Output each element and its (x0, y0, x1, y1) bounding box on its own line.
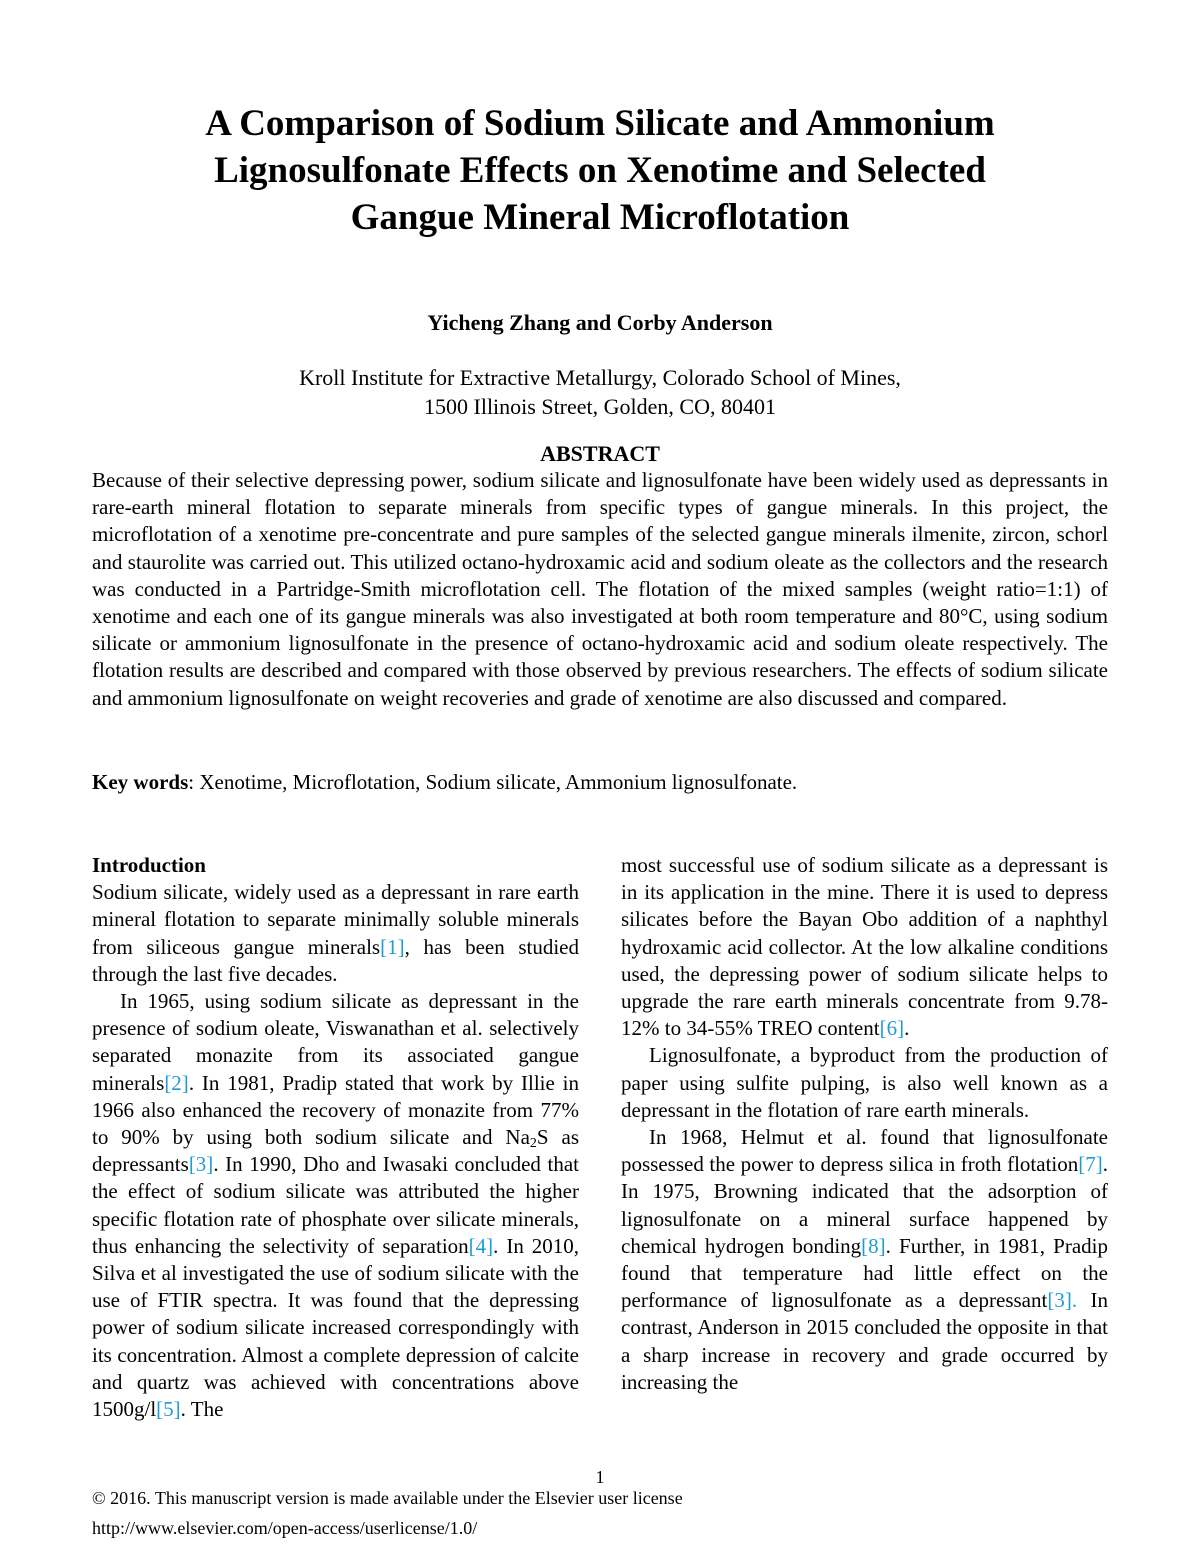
page-number: 1 (595, 1467, 605, 1487)
title-line: Lignosulfonate Effects on Xenotime and Selected (214, 150, 986, 191)
left-column (92, 852, 579, 1423)
abstract-heading: ABSTRACT (540, 441, 660, 466)
text-run: In 1965, using sodium silicate as depressant in the presence of sodium oleate, Viswanathan et al. selectively separated monazite from its associated gangue minerals (92, 989, 579, 1095)
title-line: A Comparison of Sodium Silicate and Ammonium (205, 103, 995, 144)
text-run: . In 1975, Browning indicated that the adsorption of lignosulfonate on a mineral surface happened by chemical hydrogen bonding (621, 1152, 1108, 1258)
affiliation-line: Kroll Institute for Extractive Metallurgy, Colorado School of Mines, (299, 365, 901, 390)
citation-link[interactable]: [4] (468, 1233, 494, 1258)
citation-link[interactable]: [6] (879, 1016, 905, 1041)
paragraph (621, 852, 1108, 1042)
text-run: most successful use of sodium silicate as a depressant is in its application in the mine. There it is used to depress silicates before the Bayan Obo addition of a naphthyl hydroxamic acid collector. At the low alkaline conditions used, the depressing power of sodium silicate helps to upgrade the rare earth minerals concentrate from 9.78-12% to 34-55% TREO content (621, 853, 1108, 1041)
citation-link[interactable]: [2] (164, 1070, 189, 1095)
authors: Yicheng Zhang and Corby Anderson (427, 310, 773, 335)
text-run: . (904, 1016, 910, 1041)
paragraph (92, 988, 579, 1423)
paragraph (621, 1124, 1108, 1396)
keywords-label: Key words (92, 770, 189, 794)
citation-link[interactable]: [3]. (1047, 1288, 1078, 1313)
text-run: . In 1990, Dho and Iwasaki concluded that the effect of sodium silicate was attributed the higher specific flotation rate of phosphate over silicate minerals, thus enhancing the selectivity of separation (92, 1152, 579, 1258)
text-run: . Further, in 1981, Pradip found that temperature had little effect on the performance of lignosulfonate as a depressant (621, 1233, 1108, 1313)
text-run: . In 2010, Silva et al investigated the use of sodium silicate with the use of FTIR spectra. It was found that the depressing power of sodium silicate increased correspondingly with its concentration. Almost a complete depression of calcite and quartz was achieved with concentrations above 1500g/l (92, 1233, 579, 1422)
citation-link[interactable]: [1] (380, 934, 405, 959)
citation-link[interactable]: [5] (156, 1397, 181, 1422)
text-run: . The (180, 1397, 224, 1422)
citation-link[interactable]: [7] (1078, 1152, 1103, 1177)
text-run: , has been studied through the last five decades. (92, 934, 580, 986)
citation-link[interactable]: [8] (861, 1233, 886, 1258)
text-run: In contrast, Anderson in 2015 concluded the opposite in that a sharp increase in recovery and grade occurred by increasing the (621, 1288, 1108, 1394)
affiliation-line: 1500 Illinois Street, Golden, CO, 80401 (424, 394, 776, 419)
introduction-heading: Introduction (92, 853, 206, 877)
title-line: Gangue Mineral Microflotation (350, 197, 850, 238)
paper-title (150, 100, 1050, 241)
abstract-text: Because of their selective depressing power, sodium silicate and lignosulfonate have been widely used as depressants in rare-earth mineral flotation to separate minerals from specific types of gangue minerals. In this project, the microflotation of a xenotime pre-concentrate and pure samples of the selected gangue minerals ilmenite, zircon, schorl and staurolite was carried out. This utilized octano-hydroxamic acid and sodium oleate as the collectors and the research was conducted in a Partridge-Smith microflotation cell. The flotation of the mixed samples (weight ratio=1:1) of xenotime and each one of its gangue minerals was also investigated at both room temperature and 80°C, using sodium silicate or ammonium lignosulfonate in the presence of octano-hydroxamic acid and sodium oleate respectively. The flotation results are described and compared with those observed by previous researchers. The effects of sodium silicate and ammonium lignosulfonate on weight recoveries and grade of xenotime are also discussed and compared. (92, 468, 1108, 710)
citation-link[interactable]: [3] (188, 1152, 214, 1177)
keywords (92, 769, 1108, 796)
text-run: In 1968, Helmut et al. found that lignosulfonate possessed the power to depress silica in froth flotation (621, 1125, 1108, 1177)
footer-license: © 2016. This manuscript version is made available under the Elsevier user license (92, 1488, 683, 1508)
keywords-text: : Xenotime, Microflotation, Sodium silicate, Ammonium lignosulfonate. (188, 770, 798, 794)
footer-url[interactable]: http://www.elsevier.com/open-access/userlicense/1.0/ (92, 1518, 478, 1538)
paragraph: Lignosulfonate, a byproduct from the production of paper using sulfite pulping, is also well known as a depressant in the flotation of rare earth minerals. (621, 1043, 1108, 1122)
affiliation (0, 363, 1200, 421)
paragraph (92, 879, 579, 988)
subscript: 2 (529, 1136, 537, 1152)
text-run: Sodium silicate, widely used as a depressant in rare earth mineral flotation to separate minimally soluble minerals from siliceous gangue minerals (92, 880, 579, 959)
text-run: . In 1981, Pradip stated that work by Illie in 1966 also enhanced the recovery of monazite from 77% to 90% by using both sodium silicate and Na (92, 1070, 579, 1150)
right-column (621, 852, 1108, 1396)
text-run: S as depressants (92, 1125, 579, 1177)
